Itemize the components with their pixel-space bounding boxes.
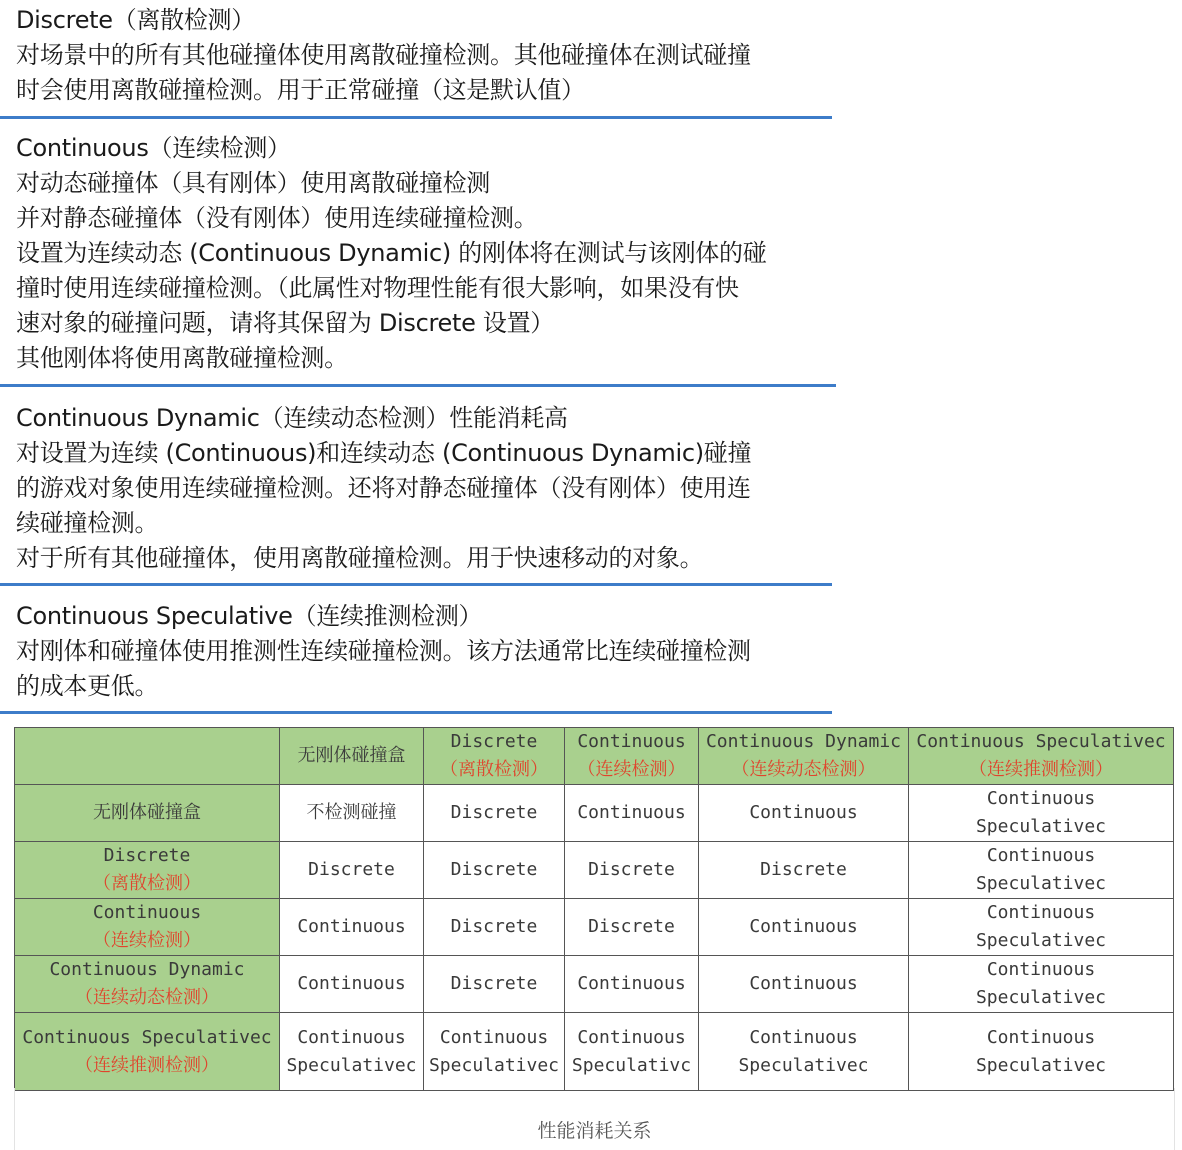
section-divider — [0, 583, 832, 586]
section-line: 撞时使用连续碰撞检测。（此属性对物理性能有很大影响，如果没有快 — [16, 274, 739, 302]
section-line: 对动态碰撞体（具有刚体）使用离散碰撞检测 — [16, 169, 490, 197]
section-title: Continuous Speculative（连续推测检测） — [16, 602, 483, 630]
section-discrete — [16, 3, 826, 108]
table-cell: Discrete — [424, 956, 565, 1013]
table-cell: Continuous — [565, 956, 699, 1013]
table-cell: 不检测碰撞 — [280, 785, 424, 842]
table-cell: Continuous Speculativec — [909, 899, 1174, 956]
table-row-label: Discrete （离散检测） — [15, 842, 280, 899]
table-header-cell: Discrete （离散检测） — [424, 728, 565, 785]
section-continuous — [16, 131, 826, 376]
section-continuous-speculative — [16, 599, 826, 704]
section-line: 并对静态碰撞体（没有刚体）使用连续碰撞检测。 — [16, 204, 538, 232]
section-line: 的成本更低。 — [16, 672, 159, 700]
collision-matrix-table — [14, 727, 1174, 1091]
table-cell: Discrete — [565, 899, 699, 956]
table-row — [15, 785, 1174, 842]
table-cell: Discrete — [424, 785, 565, 842]
table-caption: 性能消耗关系 — [537, 1120, 652, 1142]
section-divider — [0, 711, 832, 714]
table-cell: Continuous Speculativec — [909, 785, 1174, 842]
table-cell: Continuous Speculativec — [909, 1013, 1174, 1091]
section-title: Continuous（连续检测） — [16, 134, 291, 162]
table-cell: Continuous Speculativc — [565, 1013, 699, 1091]
table-row — [15, 842, 1174, 899]
table-row-label: Continuous Dynamic （连续动态检测） — [15, 956, 280, 1013]
section-line: 速对象的碰撞问题，请将其保留为 Discrete 设置） — [16, 309, 554, 337]
table-row — [15, 899, 1174, 956]
table-header-cell: 无刚体碰撞盒 — [280, 728, 424, 785]
table-header-row — [15, 728, 1174, 785]
table-cell: Continuous Speculativec — [909, 842, 1174, 899]
table-cell: Continuous Speculativec — [909, 956, 1174, 1013]
section-line: 时会使用离散碰撞检测。用于正常碰撞（这是默认值） — [16, 76, 585, 104]
section-divider — [0, 116, 832, 119]
table-caption-area — [14, 1088, 1175, 1150]
section-title: Discrete（离散检测） — [16, 6, 255, 34]
table-cell: Continuous — [280, 899, 424, 956]
table-cell: Discrete — [424, 842, 565, 899]
table-row-label: 无刚体碰撞盒 — [15, 785, 280, 842]
table-corner-cell — [15, 728, 280, 785]
table-cell: Discrete — [424, 899, 565, 956]
table-cell: Discrete — [565, 842, 699, 899]
table-cell: Continuous — [280, 956, 424, 1013]
table-cell: Continuous — [699, 956, 909, 1013]
table-header-cell: Continuous （连续检测） — [565, 728, 699, 785]
table-cell: Continuous Speculativec — [699, 1013, 909, 1091]
section-continuous-dynamic — [16, 401, 826, 576]
table-row-label: Continuous Speculativec （连续推测检测） — [15, 1013, 280, 1091]
table-header-cell: Continuous Speculativec （连续推测检测） — [909, 728, 1174, 785]
table-cell: Discrete — [280, 842, 424, 899]
section-line: 设置为连续动态 (Continuous Dynamic) 的刚体将在测试与该刚体的碰 — [16, 239, 767, 267]
section-line: 的游戏对象使用连续碰撞检测。还将对静态碰撞体（没有刚体）使用连 — [16, 474, 751, 502]
table-cell: Continuous — [699, 785, 909, 842]
section-line: 对于所有其他碰撞体，使用离散碰撞检测。用于快速移动的对象。 — [16, 544, 704, 572]
section-line: 对设置为连续 (Continuous)和连续动态 (Continuous Dynamic)碰撞 — [16, 439, 752, 467]
section-line: 对刚体和碰撞体使用推测性连续碰撞检测。该方法通常比连续碰撞检测 — [16, 637, 751, 665]
section-title: Continuous Dynamic（连续动态检测）性能消耗高 — [16, 404, 568, 432]
section-line: 对场景中的所有其他碰撞体使用离散碰撞检测。其他碰撞体在测试碰撞 — [16, 41, 751, 69]
table-cell: Continuous — [699, 899, 909, 956]
table-cell: Continuous Speculativec — [424, 1013, 565, 1091]
table-cell: Discrete — [699, 842, 909, 899]
section-divider — [0, 384, 836, 387]
table-row — [15, 956, 1174, 1013]
section-line: 其他刚体将使用离散碰撞检测。 — [16, 344, 348, 372]
table-cell: Continuous Speculativec — [280, 1013, 424, 1091]
section-line: 续碰撞检测。 — [16, 509, 159, 537]
table-row-label: Continuous （连续检测） — [15, 899, 280, 956]
table-cell: Continuous — [565, 785, 699, 842]
table-header-cell: Continuous Dynamic （连续动态检测） — [699, 728, 909, 785]
table-row — [15, 1013, 1174, 1091]
